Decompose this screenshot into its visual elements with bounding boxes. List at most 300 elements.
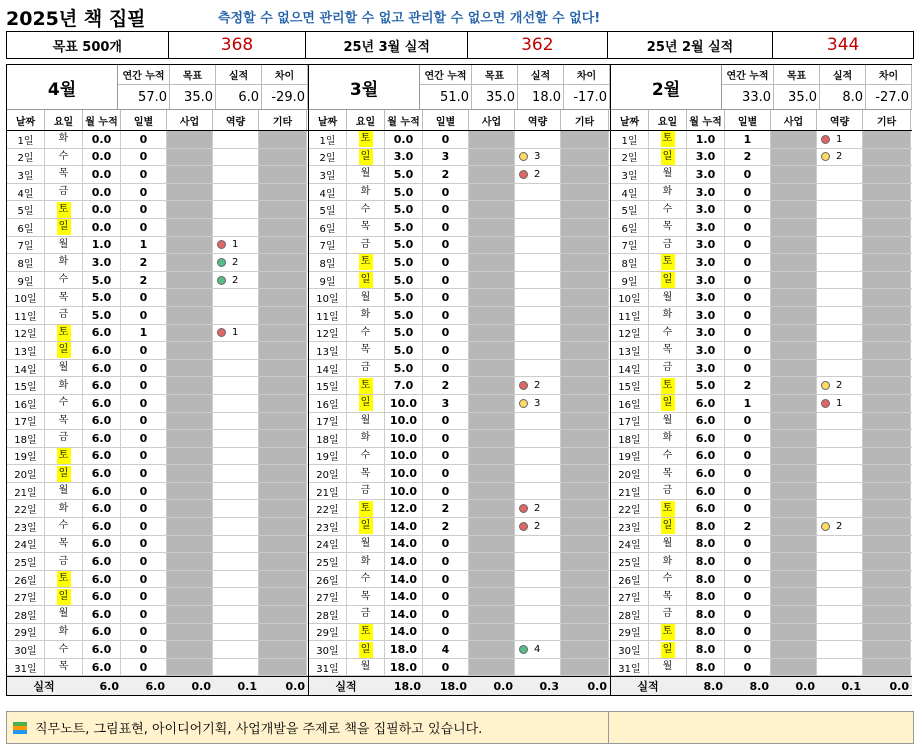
table-row (611, 184, 912, 202)
capability-cell (213, 588, 259, 605)
summary-header: 실적 (518, 65, 564, 85)
weekday-cell: 화 (347, 430, 385, 447)
business-cell (771, 659, 817, 676)
month-cumulative: 6.0 (687, 413, 725, 430)
capability-cell (817, 289, 863, 306)
month-cumulative: 14.0 (385, 624, 423, 641)
month-cumulative: 6.0 (83, 588, 121, 605)
daily-count: 0 (725, 342, 771, 359)
weekday-cell: 일 (649, 395, 687, 412)
status-dot-icon (217, 240, 226, 249)
capability-cell (213, 413, 259, 430)
table-row (611, 360, 912, 378)
month-cumulative: 6.0 (83, 553, 121, 570)
business-cell (167, 518, 213, 535)
date-cell: 5일 (309, 201, 347, 218)
capability-cell (817, 641, 863, 658)
date-cell: 8일 (7, 254, 45, 271)
table-row (309, 448, 610, 466)
etc-cell (561, 659, 609, 676)
month-cumulative: 3.0 (687, 219, 725, 236)
capability-cell (515, 448, 561, 465)
table-row (309, 430, 610, 448)
column-header: 역량 (515, 110, 561, 130)
etc-cell (863, 395, 911, 412)
month-cumulative: 6.0 (687, 395, 725, 412)
etc-cell (863, 254, 911, 271)
daily-count: 0 (725, 500, 771, 517)
total-value: 8.0 (703, 679, 723, 693)
weekday-cell: 수 (649, 325, 687, 342)
daily-count: 0 (121, 536, 167, 553)
table-row (309, 254, 610, 272)
business-cell (771, 342, 817, 359)
capability-cell (515, 606, 561, 623)
table-row (7, 518, 308, 536)
table-row (7, 166, 308, 184)
date-cell: 25일 (611, 553, 649, 570)
month-cumulative: 12.0 (385, 500, 423, 517)
etc-cell (561, 237, 609, 254)
etc-cell (561, 342, 609, 359)
date-cell: 1일 (611, 131, 649, 148)
weekday-cell: 화 (649, 553, 687, 570)
total-value: 0.0 (587, 679, 607, 693)
date-cell: 22일 (309, 500, 347, 517)
column-header: 기타 (259, 110, 307, 130)
capability-cell (213, 149, 259, 166)
daily-count: 0 (725, 430, 771, 447)
business-cell (771, 430, 817, 447)
table-row (611, 448, 912, 466)
table-row (7, 659, 308, 677)
daily-count: 0 (725, 166, 771, 183)
etc-cell (259, 518, 307, 535)
daily-count: 0 (121, 395, 167, 412)
weekday-cell: 금 (45, 430, 83, 447)
daily-count: 0 (725, 289, 771, 306)
business-cell (167, 184, 213, 201)
business-cell (167, 342, 213, 359)
daily-count: 0 (423, 430, 469, 447)
weekday-cell: 일 (649, 641, 687, 658)
table-row (611, 465, 912, 483)
capability-cell (515, 184, 561, 201)
capability-cell (515, 624, 561, 641)
weekday-cell: 금 (347, 237, 385, 254)
total-value: 0.1 (841, 679, 861, 693)
weekday-cell: 월 (347, 289, 385, 306)
weekday-cell: 목 (649, 465, 687, 482)
column-header: 기타 (561, 110, 609, 130)
summary-value: -17.0 (564, 85, 610, 109)
weekday-cell: 토 (649, 624, 687, 641)
date-cell: 20일 (309, 465, 347, 482)
weekday-cell: 일 (347, 518, 385, 535)
capability-cell (515, 536, 561, 553)
month-cumulative: 6.0 (83, 659, 121, 676)
weekday-cell: 일 (347, 395, 385, 412)
goal-value: 368 (169, 32, 307, 58)
date-cell: 2일 (611, 149, 649, 166)
month-cumulative: 8.0 (687, 624, 725, 641)
month-cumulative: 6.0 (687, 465, 725, 482)
weekday-cell: 화 (649, 184, 687, 201)
capability-cell (817, 201, 863, 218)
month-panels (6, 64, 916, 696)
table-row (309, 201, 610, 219)
capability-cell (817, 219, 863, 236)
etc-cell (259, 289, 307, 306)
table-row (309, 536, 610, 554)
capability-cell: 2 (213, 272, 259, 289)
total-value: 8.0 (749, 679, 769, 693)
business-cell (771, 166, 817, 183)
weekday-cell: 목 (649, 588, 687, 605)
capability-cell (213, 184, 259, 201)
date-cell: 8일 (309, 254, 347, 271)
month-cumulative: 1.0 (687, 131, 725, 148)
date-cell: 9일 (611, 272, 649, 289)
capability-cell (213, 483, 259, 500)
date-cell: 12일 (611, 325, 649, 342)
date-cell: 5일 (611, 201, 649, 218)
table-row (611, 659, 912, 677)
weekday-cell: 토 (347, 254, 385, 271)
daily-count: 0 (423, 659, 469, 676)
etc-cell (561, 465, 609, 482)
weekday-cell: 일 (649, 149, 687, 166)
month-cumulative: 5.0 (385, 360, 423, 377)
table-row (7, 465, 308, 483)
daily-count: 0 (121, 571, 167, 588)
daily-count: 0 (121, 553, 167, 570)
capability-cell (515, 483, 561, 500)
business-cell (771, 518, 817, 535)
status-dot-icon (217, 276, 226, 285)
etc-cell (863, 289, 911, 306)
month-label: 2월 (611, 65, 722, 109)
etc-cell (863, 448, 911, 465)
weekday-cell: 월 (45, 606, 83, 623)
capability-cell (515, 307, 561, 324)
date-cell: 31일 (309, 659, 347, 676)
capability-cell (515, 131, 561, 148)
etc-cell (259, 553, 307, 570)
month-cumulative: 8.0 (687, 659, 725, 676)
capability-cell (213, 201, 259, 218)
daily-count: 0 (725, 184, 771, 201)
table-row (611, 342, 912, 360)
date-cell: 6일 (7, 219, 45, 236)
capability-cell (213, 360, 259, 377)
business-cell (167, 325, 213, 342)
month-cumulative: 10.0 (385, 465, 423, 482)
date-cell: 27일 (309, 588, 347, 605)
march-value: 362 (468, 32, 608, 58)
table-row (611, 377, 912, 395)
date-cell: 17일 (7, 413, 45, 430)
month-cumulative: 8.0 (687, 553, 725, 570)
weekday-cell: 금 (347, 606, 385, 623)
table-row (309, 571, 610, 589)
month-cumulative: 5.0 (83, 272, 121, 289)
date-cell: 3일 (309, 166, 347, 183)
weekday-cell: 목 (347, 588, 385, 605)
weekday-cell: 화 (45, 500, 83, 517)
month-cumulative: 5.0 (385, 201, 423, 218)
table-row (611, 166, 912, 184)
capability-cell (817, 500, 863, 517)
daily-count: 0 (725, 448, 771, 465)
business-cell (167, 395, 213, 412)
etc-cell (561, 430, 609, 447)
column-header: 사업 (771, 110, 817, 130)
date-cell: 21일 (309, 483, 347, 500)
etc-cell (863, 131, 911, 148)
capability-cell (213, 377, 259, 394)
etc-cell (259, 430, 307, 447)
table-row (309, 395, 610, 413)
etc-cell (863, 360, 911, 377)
date-cell: 12일 (7, 325, 45, 342)
capability-cell (515, 289, 561, 306)
capability-cell (213, 641, 259, 658)
table-row (611, 325, 912, 343)
table-row (611, 149, 912, 167)
total-value: 6.0 (99, 679, 119, 693)
business-cell (167, 641, 213, 658)
business-cell (469, 166, 515, 183)
total-value: 0.0 (285, 679, 305, 693)
date-cell: 10일 (309, 289, 347, 306)
business-cell (469, 606, 515, 623)
column-header: 날짜 (611, 110, 649, 130)
weekday-cell: 금 (347, 483, 385, 500)
weekday-cell: 토 (45, 325, 83, 342)
table-row (7, 254, 308, 272)
etc-cell (259, 500, 307, 517)
business-cell (167, 624, 213, 641)
business-cell (771, 360, 817, 377)
etc-cell (561, 518, 609, 535)
weekday-cell: 화 (45, 624, 83, 641)
capability-cell (817, 342, 863, 359)
month-cumulative: 10.0 (385, 448, 423, 465)
daily-count: 1 (725, 395, 771, 412)
daily-count: 0 (121, 149, 167, 166)
business-cell (167, 377, 213, 394)
month-cumulative: 3.0 (385, 149, 423, 166)
month-cumulative: 8.0 (687, 641, 725, 658)
capability-cell: 2 (515, 500, 561, 517)
etc-cell (561, 307, 609, 324)
capability-cell (817, 325, 863, 342)
table-row (309, 342, 610, 360)
status-dot-icon (519, 381, 528, 390)
date-cell: 26일 (611, 571, 649, 588)
table-row (7, 360, 308, 378)
total-row (309, 676, 610, 696)
summary-value: 8.0 (820, 85, 866, 109)
daily-count: 0 (725, 237, 771, 254)
business-cell (469, 377, 515, 394)
capability-cell (817, 659, 863, 676)
total-label: 실적 (335, 680, 357, 694)
etc-cell (863, 641, 911, 658)
footer-text: 직무노트, 그림표현, 아이디어기획, 사업개발을 주제로 책을 집필하고 있습니다. (35, 722, 483, 737)
total-value: 0.1 (237, 679, 257, 693)
daily-count: 0 (121, 430, 167, 447)
weekday-cell: 수 (347, 448, 385, 465)
capability-cell (515, 430, 561, 447)
weekday-cell: 금 (45, 184, 83, 201)
etc-cell (259, 166, 307, 183)
daily-count: 0 (423, 219, 469, 236)
daily-count: 1 (121, 237, 167, 254)
month-cumulative: 5.0 (385, 219, 423, 236)
status-dot-icon (519, 522, 528, 531)
weekday-cell: 월 (347, 659, 385, 676)
march-label: 25년 3월 실적 (306, 32, 468, 58)
daily-count: 0 (121, 219, 167, 236)
business-cell (771, 377, 817, 394)
table-row (7, 131, 308, 149)
month-cumulative: 5.0 (385, 307, 423, 324)
weekday-cell: 월 (347, 536, 385, 553)
date-cell: 1일 (7, 131, 45, 148)
business-cell (167, 289, 213, 306)
weekday-cell: 일 (45, 219, 83, 236)
month-cumulative: 8.0 (687, 606, 725, 623)
daily-count: 0 (423, 465, 469, 482)
capability-cell (213, 659, 259, 676)
month-cumulative: 3.0 (687, 325, 725, 342)
daily-count: 0 (423, 325, 469, 342)
month-cumulative: 6.0 (83, 360, 121, 377)
etc-cell (863, 606, 911, 623)
month-cumulative: 7.0 (385, 377, 423, 394)
etc-cell (561, 254, 609, 271)
header-bar (6, 31, 914, 59)
business-cell (167, 201, 213, 218)
business-cell (771, 553, 817, 570)
month-cumulative: 3.0 (687, 184, 725, 201)
month-cumulative: 5.0 (385, 272, 423, 289)
column-header: 일별 (423, 110, 469, 130)
business-cell (469, 131, 515, 148)
date-cell: 10일 (611, 289, 649, 306)
date-cell: 28일 (611, 606, 649, 623)
business-cell (167, 131, 213, 148)
weekday-cell: 토 (649, 377, 687, 394)
month-cumulative: 6.0 (83, 483, 121, 500)
business-cell (469, 536, 515, 553)
business-cell (167, 307, 213, 324)
column-header: 날짜 (7, 110, 45, 130)
capability-cell (817, 430, 863, 447)
etc-cell (863, 500, 911, 517)
business-cell (469, 307, 515, 324)
date-cell: 4일 (7, 184, 45, 201)
daily-count: 0 (423, 184, 469, 201)
etc-cell (863, 342, 911, 359)
table-row (7, 219, 308, 237)
capability-cell (213, 131, 259, 148)
etc-cell (259, 465, 307, 482)
table-row (7, 307, 308, 325)
daily-count: 2 (725, 377, 771, 394)
etc-cell (561, 166, 609, 183)
capability-cell (515, 465, 561, 482)
etc-cell (561, 325, 609, 342)
weekday-cell: 화 (347, 307, 385, 324)
business-cell (469, 500, 515, 517)
date-cell: 23일 (7, 518, 45, 535)
total-label: 실적 (637, 680, 659, 694)
table-row (309, 360, 610, 378)
weekday-cell: 금 (347, 360, 385, 377)
date-cell: 24일 (611, 536, 649, 553)
table-row (7, 500, 308, 518)
date-cell: 6일 (309, 219, 347, 236)
daily-count: 0 (121, 606, 167, 623)
summary-value: 6.0 (216, 85, 262, 109)
weekday-cell: 금 (45, 553, 83, 570)
weekday-cell: 목 (45, 166, 83, 183)
business-cell (771, 588, 817, 605)
weekday-cell: 목 (649, 219, 687, 236)
page-title: 2025년 책 집필 (6, 8, 146, 30)
month-cumulative: 5.0 (385, 184, 423, 201)
weekday-cell: 월 (649, 166, 687, 183)
month-cumulative: 3.0 (687, 289, 725, 306)
daily-count: 0 (121, 448, 167, 465)
daily-count: 0 (423, 606, 469, 623)
summary-value: 35.0 (774, 85, 820, 109)
column-header: 요일 (45, 110, 83, 130)
weekday-cell: 월 (649, 413, 687, 430)
month-cumulative: 6.0 (83, 395, 121, 412)
business-cell (771, 289, 817, 306)
status-dot-icon (217, 328, 226, 337)
business-cell (167, 483, 213, 500)
column-header: 사업 (469, 110, 515, 130)
capability-cell (213, 430, 259, 447)
status-dot-icon (519, 504, 528, 513)
daily-count: 0 (121, 518, 167, 535)
date-cell: 31일 (7, 659, 45, 676)
capability-cell: 3 (515, 395, 561, 412)
status-dot-icon (519, 399, 528, 408)
table-row (611, 395, 912, 413)
column-header: 기타 (863, 110, 911, 130)
business-cell (771, 465, 817, 482)
table-row (309, 606, 610, 624)
business-cell (469, 360, 515, 377)
column-header: 사업 (167, 110, 213, 130)
feb-value: 344 (826, 35, 860, 55)
daily-count: 0 (725, 465, 771, 482)
daily-count: 0 (725, 219, 771, 236)
date-cell: 7일 (309, 237, 347, 254)
daily-count: 0 (423, 307, 469, 324)
daily-count: 0 (121, 413, 167, 430)
books-icon (13, 722, 27, 734)
summary-value: 18.0 (518, 85, 564, 109)
capability-cell (213, 553, 259, 570)
weekday-cell: 월 (649, 289, 687, 306)
